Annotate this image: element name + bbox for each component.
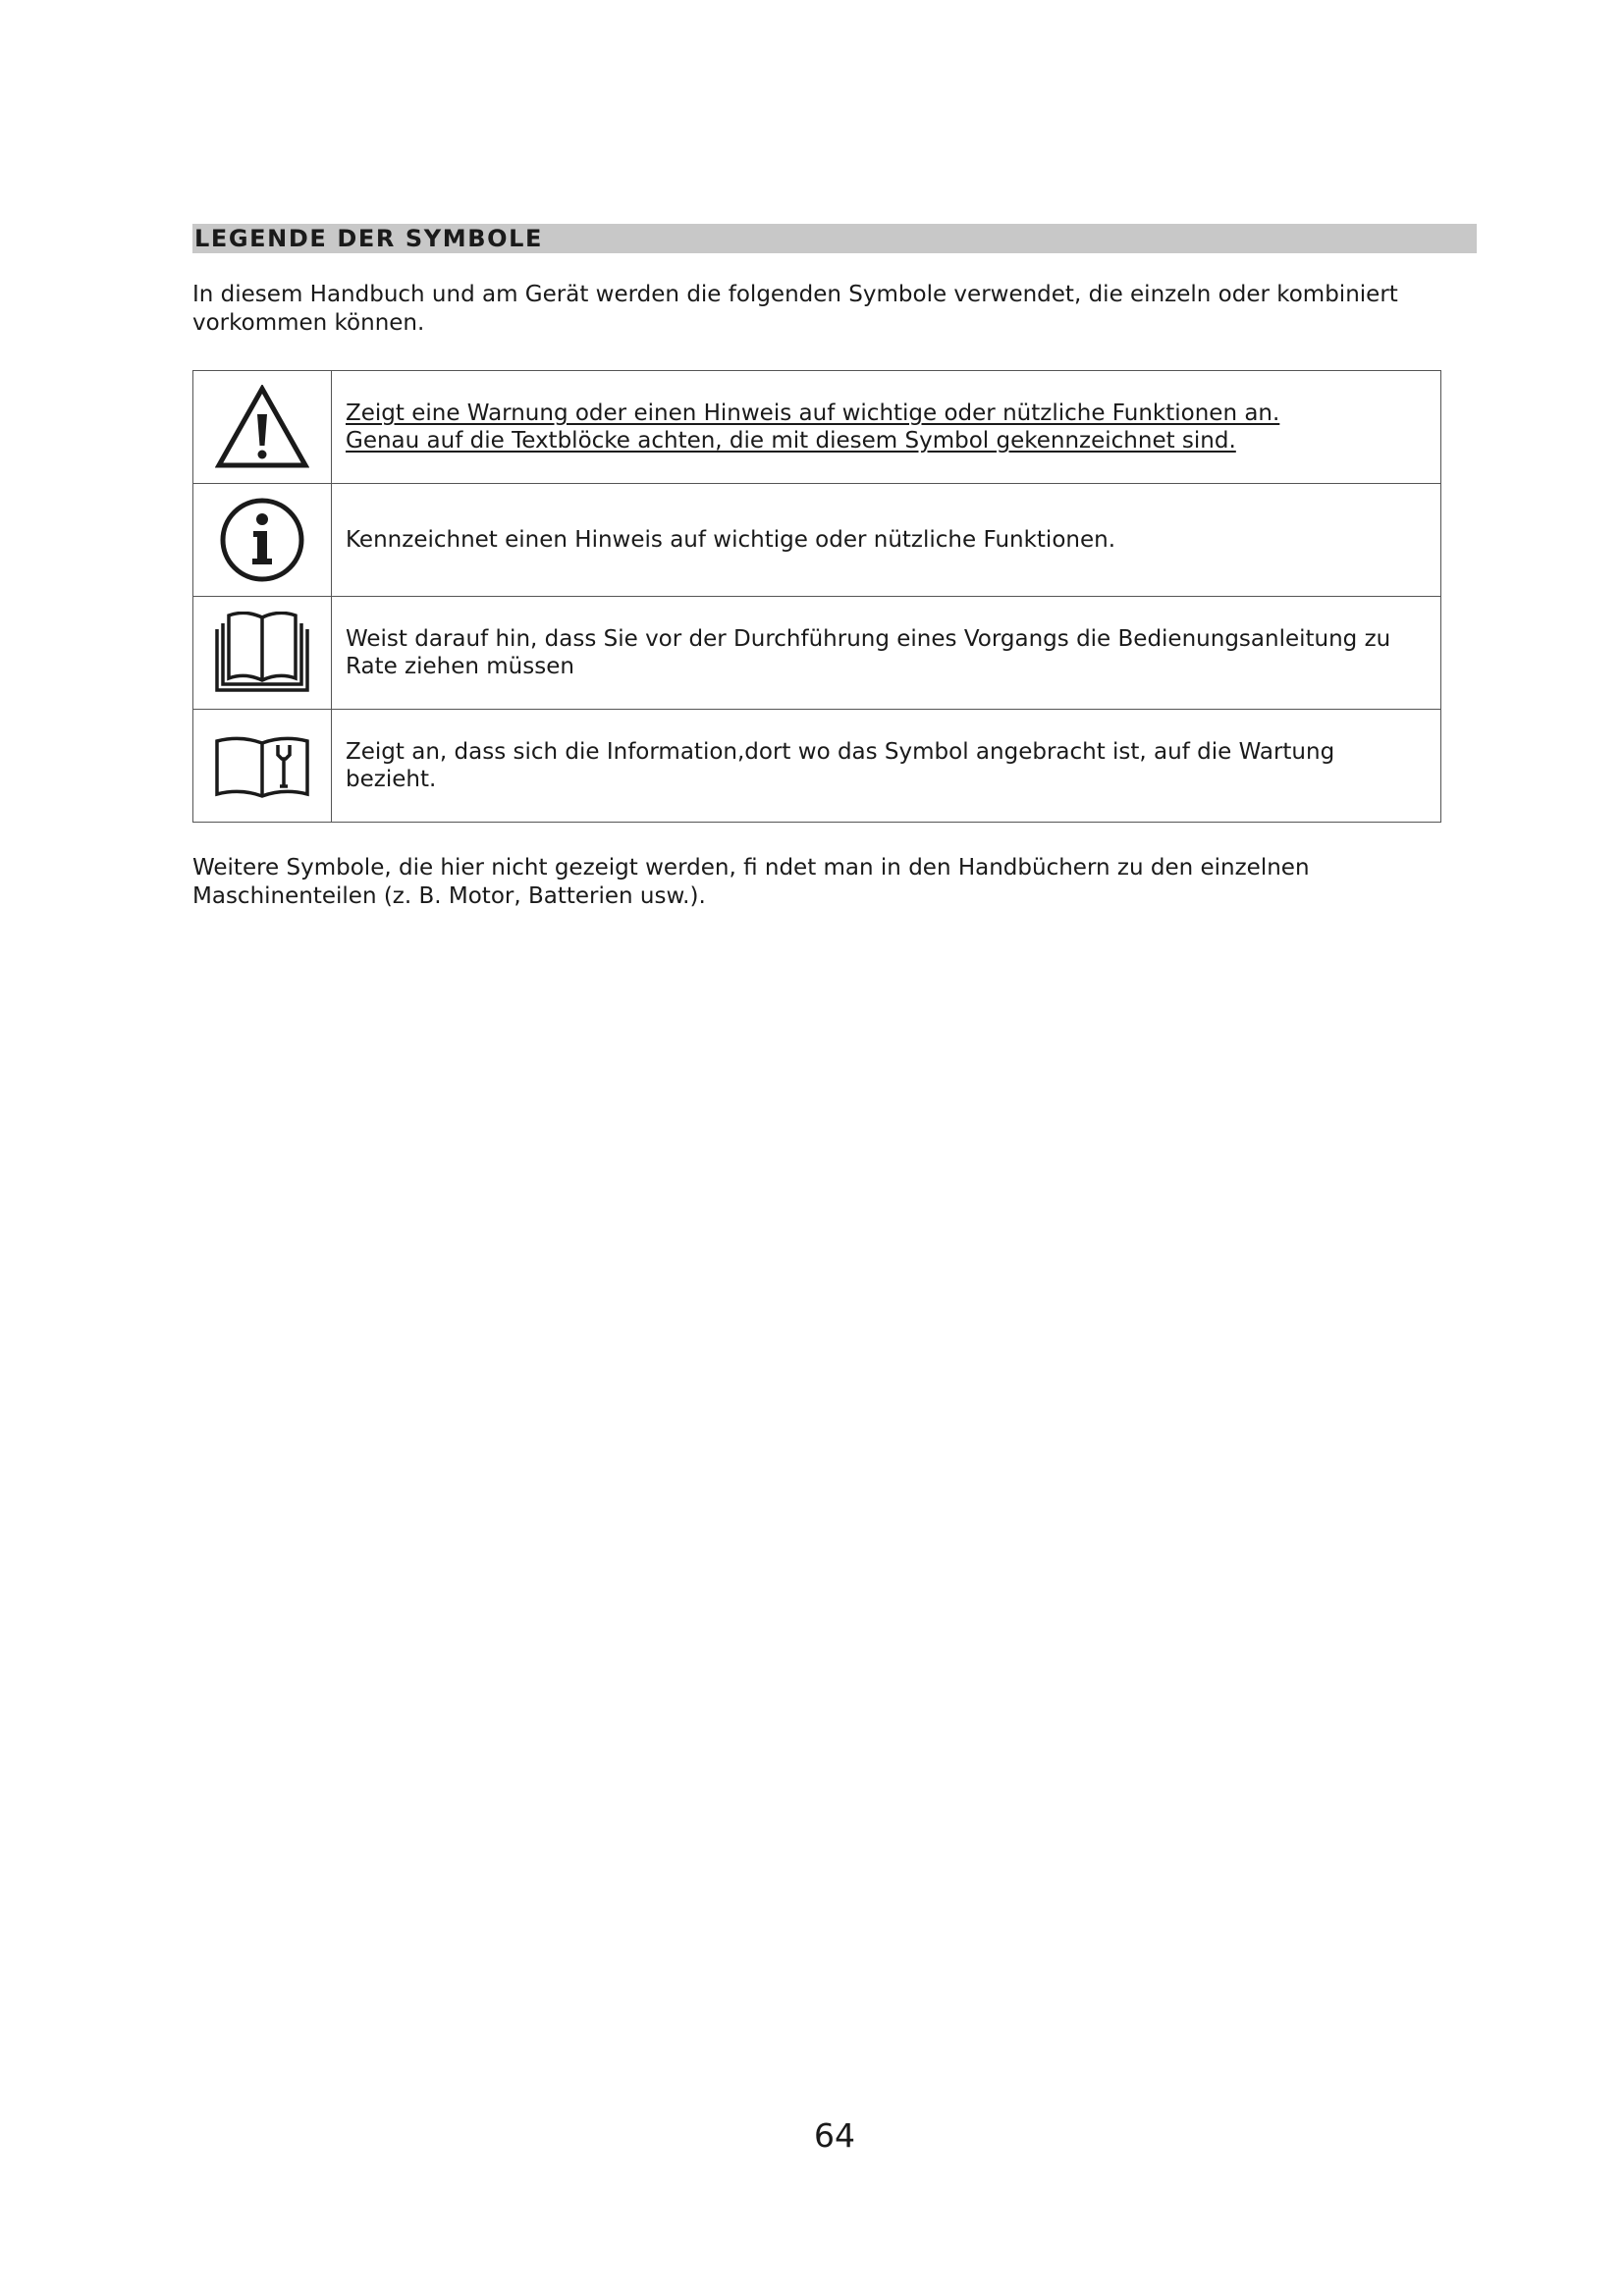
symbol-legend-table	[192, 370, 1441, 823]
warning-description-line2: Genau auf die Textblöcke achten, die mit diesem Symbol gekennzeichnet sind.	[346, 428, 1236, 454]
maintenance-manual-icon	[213, 731, 311, 800]
legend-text-cell: Zeigt an, dass sich die Information,dort wo das Symbol angebracht ist, auf die Wartung bezieht.	[332, 710, 1441, 823]
legend-icon-cell	[193, 484, 332, 597]
legend-icon-cell	[193, 710, 332, 823]
legend-icon-cell	[193, 597, 332, 710]
legend-row-maintenance	[193, 710, 1441, 823]
section-title: LEGENDE DER SYMBOLE	[194, 225, 544, 252]
legend-row-info	[193, 484, 1441, 597]
legend-icon-cell	[193, 371, 332, 484]
info-circle-icon	[218, 496, 306, 584]
legend-row-warning	[193, 371, 1441, 484]
outro-paragraph: Weitere Symbole, die hier nicht gezeigt werden, fi ndet man in den Handbüchern zu den einzelnen Maschinenteilen (z. B. Motor, Batterien usw.).	[192, 855, 1310, 909]
legend-text-cell: Kennzeichnet einen Hinweis auf wichtige oder nützliche Funktionen.	[332, 484, 1441, 597]
intro-paragraph: In diesem Handbuch und am Gerät werden die folgenden Symbole verwendet, die einzeln oder kombiniert vorkommen können.	[192, 282, 1398, 336]
section-heading-bar	[192, 224, 1477, 253]
page-number: 64	[814, 2116, 855, 2155]
warning-description-line1: Zeigt eine Warnung oder einen Hinweis auf wichtige oder nützliche Funktionen an.	[346, 400, 1280, 426]
legend-text-cell: Weist darauf hin, dass Sie vor der Durchführung eines Vorgangs die Bedienungsanleitung zu Rate ziehen müssen	[332, 597, 1441, 710]
legend-text-cell	[332, 371, 1441, 484]
legend-row-manual	[193, 597, 1441, 710]
open-manual-icon	[213, 612, 311, 694]
warning-triangle-icon	[215, 385, 309, 469]
